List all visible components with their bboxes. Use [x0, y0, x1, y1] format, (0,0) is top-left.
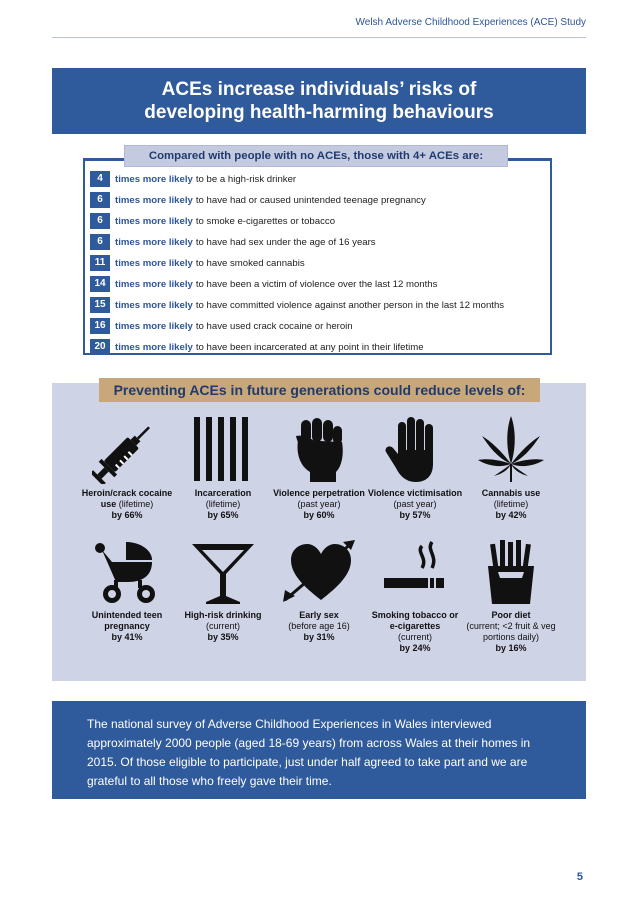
risk-multiplier: 6: [90, 213, 110, 229]
cocktail-icon: [188, 538, 258, 606]
fries-icon: [476, 538, 546, 606]
risk-phrase: times more likely: [115, 299, 193, 311]
outcome-cannabis-use: [455, 414, 567, 521]
reduction-value: by 35%: [207, 632, 239, 642]
banner-title-line-1: ACEs increase individuals’ risks of: [161, 79, 477, 100]
reduction-value: by 66%: [111, 510, 143, 520]
header-rule: [52, 37, 586, 38]
hand-stop-icon: [380, 414, 450, 484]
risk-phrase: times more likely: [115, 194, 193, 206]
risk-phrase: times more likely: [115, 341, 193, 353]
fist-icon: [284, 414, 354, 484]
reduction-value: by 16%: [495, 643, 527, 653]
risk-description: to have used crack cocaine or heroin: [195, 320, 353, 332]
risk-description: to have been a victim of violence over the last 12 months: [195, 278, 438, 290]
risk-multiplier: 20: [90, 339, 110, 355]
risk-multiplier: 15: [90, 297, 110, 313]
survey-note-text: The national survey of Adverse Childhood Experiences in Wales interviewed approximately 2000 people (aged 18-69 years) from across Wales at their homes in 2015. Of those eligible to participate, just under half agreed to take part and we are grateful to all those who freely gave their time.: [87, 717, 531, 788]
outcome-caption: High-risk drinking (current) by 35%: [167, 610, 279, 643]
reduction-value: by 24%: [399, 643, 431, 653]
syringe-icon: [92, 414, 162, 484]
reduction-value: by 31%: [303, 632, 335, 642]
risk-description: to have had or caused unintended teenage pregnancy: [195, 194, 426, 206]
risk-description: to have committed violence against another person in the last 12 months: [195, 299, 505, 311]
risk-phrase: times more likely: [115, 257, 193, 269]
risk-phrase: times more likely: [115, 215, 193, 227]
running-title: Welsh Adverse Childhood Experiences (ACE) Study: [355, 17, 586, 28]
outcome-caption: Unintended teen pregnancy by 41%: [71, 610, 183, 643]
reduction-value: by 57%: [399, 510, 431, 520]
risk-multiplier: 16: [90, 318, 110, 334]
cigarette-icon: [380, 538, 450, 606]
likelihood-row: [90, 213, 335, 229]
title-banner: [52, 68, 586, 134]
risk-phrase: times more likely: [115, 278, 193, 290]
reduction-value: by 60%: [303, 510, 335, 520]
pram-icon: [92, 538, 162, 606]
reduction-value: by 41%: [111, 632, 143, 642]
risk-description: to be a high-risk drinker: [195, 173, 297, 185]
risk-description: to smoke e-cigarettes or tobacco: [195, 215, 336, 227]
prevention-heading: Preventing ACEs in future generations could reduce levels of:: [99, 378, 540, 402]
likelihood-row: [90, 192, 426, 208]
risk-multiplier: 6: [90, 234, 110, 250]
outcome-poor-diet: [455, 538, 567, 654]
risk-description: to have smoked cannabis: [195, 257, 305, 269]
reduction-value: by 65%: [207, 510, 239, 520]
outcome-caption: Violence perpetration (past year) by 60%: [263, 488, 375, 521]
cannabis-leaf-icon: [476, 414, 546, 484]
likelihood-row: [90, 276, 437, 292]
reduction-value: by 42%: [495, 510, 527, 520]
likelihood-row: [90, 171, 296, 187]
risk-multiplier: 14: [90, 276, 110, 292]
risk-multiplier: 11: [90, 255, 110, 271]
likelihood-heading: Compared with people with no ACEs, those with 4+ ACEs are:: [124, 145, 508, 167]
banner-title: [52, 68, 586, 124]
likelihood-row: [90, 339, 424, 355]
risk-phrase: times more likely: [115, 173, 193, 185]
banner-title-line-2: developing health-harming behaviours: [144, 102, 494, 123]
outcome-caption: Incarceration (lifetime) by 65%: [167, 488, 279, 521]
outcome-caption: Early sex (before age 16) by 31%: [263, 610, 375, 643]
risk-multiplier: 6: [90, 192, 110, 208]
risk-phrase: times more likely: [115, 320, 193, 332]
risk-phrase: times more likely: [115, 236, 193, 248]
survey-note: [52, 701, 586, 799]
risk-multiplier: 4: [90, 171, 110, 187]
outcome-caption: Violence victimisation (past year) by 57%: [359, 488, 471, 521]
outcome-caption: Cannabis use (lifetime) by 42%: [455, 488, 567, 521]
outcome-caption: Heroin/crack cocaine use (lifetime) by 66%: [71, 488, 183, 521]
outcome-caption: Poor diet (current; <2 fruit & veg portions daily) by 16%: [455, 610, 567, 654]
likelihood-row: [90, 297, 504, 313]
risk-description: to have been incarcerated at any point in their lifetime: [195, 341, 424, 353]
likelihood-row: [90, 234, 376, 250]
page-number: 5: [576, 871, 583, 883]
risk-description: to have had sex under the age of 16 years: [195, 236, 376, 248]
prison-bars-icon: [188, 414, 258, 484]
outcome-caption: Smoking tobacco or e-cigarettes (current) by 24%: [359, 610, 471, 654]
likelihood-row: [90, 318, 353, 334]
likelihood-row: [90, 255, 305, 271]
heart-arrow-icon: [281, 538, 357, 606]
